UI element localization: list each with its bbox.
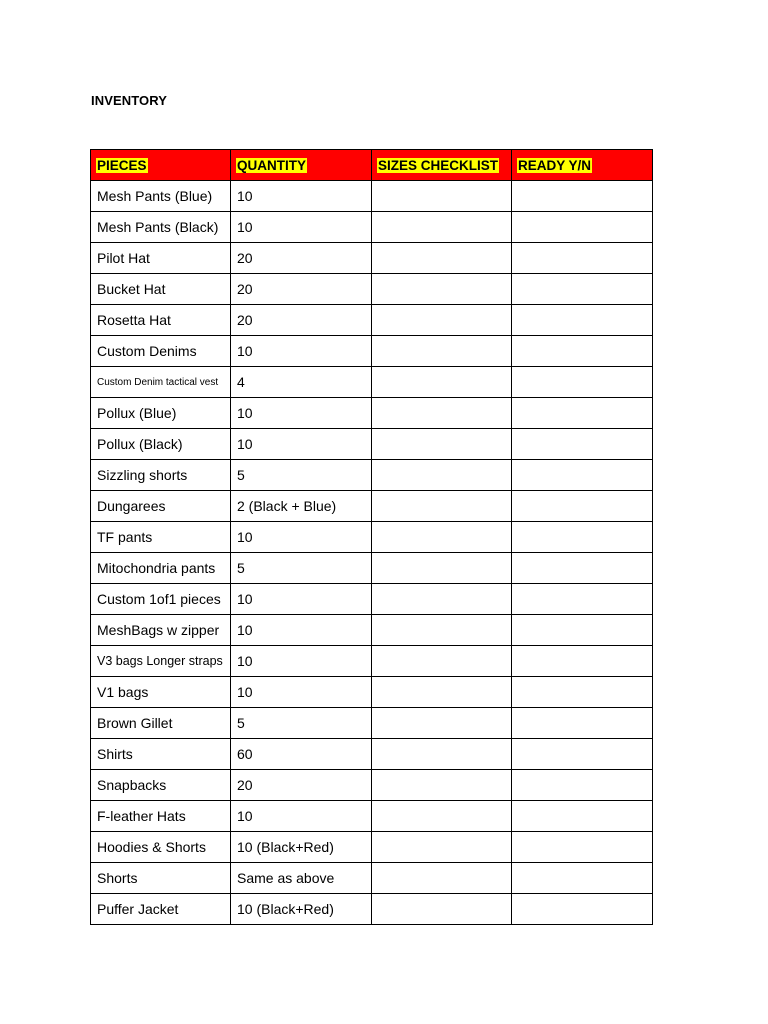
cell-quantity: 2 (Black + Blue) [231,491,372,522]
cell-sizes-checklist [372,305,512,336]
cell-sizes-checklist [372,894,512,925]
cell-ready [512,212,653,243]
table-row [91,460,653,491]
cell-ready [512,522,653,553]
header-ready [512,150,653,181]
cell-quantity: 10 [231,522,372,553]
cell-quantity: 10 (Black+Red) [231,894,372,925]
cell-ready [512,832,653,863]
cell-quantity: 5 [231,460,372,491]
cell-quantity: 10 [231,646,372,677]
header-quantity [231,150,372,181]
cell-sizes-checklist [372,553,512,584]
cell-ready [512,708,653,739]
table-row [91,181,653,212]
cell-sizes-checklist [372,429,512,460]
cell-piece: Snapbacks [91,770,231,801]
cell-sizes-checklist [372,584,512,615]
cell-quantity: 10 [231,181,372,212]
table-row [91,367,653,398]
cell-quantity: 20 [231,274,372,305]
cell-ready [512,677,653,708]
cell-sizes-checklist [372,367,512,398]
cell-piece: V1 bags [91,677,231,708]
table-row [91,894,653,925]
cell-sizes-checklist [372,801,512,832]
cell-piece: Mesh Pants (Black) [91,212,231,243]
table-row [91,708,653,739]
cell-sizes-checklist [372,274,512,305]
cell-piece: Shorts [91,863,231,894]
cell-sizes-checklist [372,708,512,739]
cell-piece: Puffer Jacket [91,894,231,925]
cell-piece: Bucket Hat [91,274,231,305]
cell-piece: Pollux (Black) [91,429,231,460]
table-row [91,491,653,522]
table-row [91,243,653,274]
table-row [91,274,653,305]
header-quantity-label: QUANTITY [237,157,306,173]
cell-quantity: 10 [231,212,372,243]
cell-sizes-checklist [372,615,512,646]
cell-quantity: 10 [231,615,372,646]
cell-sizes-checklist [372,770,512,801]
table-row [91,801,653,832]
cell-ready [512,460,653,491]
table-row [91,832,653,863]
cell-ready [512,770,653,801]
cell-sizes-checklist [372,243,512,274]
cell-piece: Pilot Hat [91,243,231,274]
cell-quantity: 10 [231,429,372,460]
cell-piece: Shirts [91,739,231,770]
cell-sizes-checklist [372,336,512,367]
cell-ready [512,863,653,894]
cell-piece: Sizzling shorts [91,460,231,491]
cell-quantity: 20 [231,243,372,274]
header-sizes-checklist-label: SIZES CHECKLIST [378,157,499,173]
document-title: INVENTORY [91,93,168,108]
cell-sizes-checklist [372,832,512,863]
cell-sizes-checklist [372,522,512,553]
cell-ready [512,894,653,925]
cell-quantity: 10 [231,336,372,367]
cell-sizes-checklist [372,398,512,429]
table-row [91,336,653,367]
cell-piece: Dungarees [91,491,231,522]
cell-ready [512,305,653,336]
table-row [91,305,653,336]
header-pieces-label: PIECES [97,157,147,173]
cell-quantity: Same as above [231,863,372,894]
cell-ready [512,615,653,646]
cell-piece: Pollux (Blue) [91,398,231,429]
cell-piece: MeshBags w zipper [91,615,231,646]
table-row [91,739,653,770]
table-row [91,398,653,429]
cell-quantity: 10 [231,801,372,832]
table-row [91,615,653,646]
cell-ready [512,429,653,460]
table-header-row [91,150,653,181]
cell-quantity: 10 [231,677,372,708]
table-row [91,553,653,584]
cell-quantity: 10 (Black+Red) [231,832,372,863]
table-row [91,584,653,615]
cell-ready [512,491,653,522]
cell-ready [512,398,653,429]
cell-quantity: 20 [231,305,372,336]
inventory-table [90,149,653,925]
cell-ready [512,274,653,305]
cell-piece: Custom Denim tactical vest [91,367,231,398]
header-ready-label: READY Y/N [518,157,592,173]
table-row [91,863,653,894]
cell-piece: Mesh Pants (Blue) [91,181,231,212]
cell-piece: Custom 1of1 pieces [91,584,231,615]
cell-quantity: 5 [231,708,372,739]
cell-piece: TF pants [91,522,231,553]
table-row [91,429,653,460]
cell-piece: Rosetta Hat [91,305,231,336]
cell-piece: Hoodies & Shorts [91,832,231,863]
cell-ready [512,584,653,615]
header-sizes-checklist [372,150,512,181]
cell-piece: Mitochondria pants [91,553,231,584]
table-row [91,522,653,553]
cell-quantity: 10 [231,584,372,615]
cell-ready [512,553,653,584]
cell-ready [512,739,653,770]
header-pieces [91,150,231,181]
cell-piece: F-leather Hats [91,801,231,832]
cell-ready [512,646,653,677]
cell-sizes-checklist [372,677,512,708]
cell-piece: V3 bags Longer straps [91,646,231,677]
cell-piece: Brown Gillet [91,708,231,739]
cell-sizes-checklist [372,181,512,212]
table-row [91,677,653,708]
cell-sizes-checklist [372,491,512,522]
cell-sizes-checklist [372,739,512,770]
cell-sizes-checklist [372,863,512,894]
cell-piece: Custom Denims [91,336,231,367]
cell-sizes-checklist [372,460,512,491]
cell-sizes-checklist [372,212,512,243]
cell-quantity: 10 [231,398,372,429]
cell-quantity: 60 [231,739,372,770]
cell-quantity: 4 [231,367,372,398]
table-row [91,770,653,801]
cell-ready [512,181,653,212]
table-row [91,646,653,677]
table-row [91,212,653,243]
cell-quantity: 20 [231,770,372,801]
cell-ready [512,801,653,832]
cell-ready [512,336,653,367]
cell-quantity: 5 [231,553,372,584]
cell-ready [512,243,653,274]
cell-ready [512,367,653,398]
cell-sizes-checklist [372,646,512,677]
table-body [91,181,653,925]
